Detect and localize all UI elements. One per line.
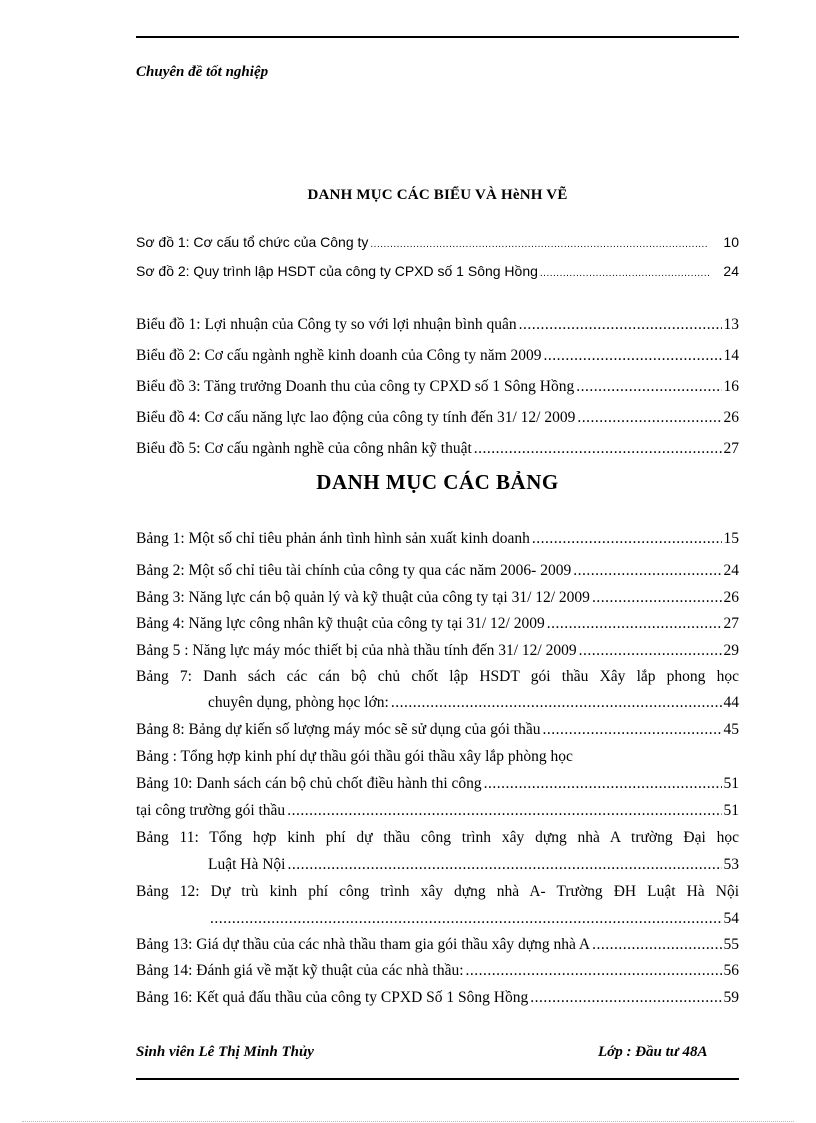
toc-entry-page: 51 <box>723 775 739 792</box>
toc-entry-label: Biểu đồ 1: Lợi nhuận của Công ty so với lợi nhuận bình quân <box>136 316 517 333</box>
toc-entry-page: 44 <box>723 694 739 711</box>
toc-entry-label: Bảng 7: Danh sách các cán bộ chủ chốt lập HSDT gói thầu Xây lắp phong học <box>136 668 739 685</box>
dot-leader <box>466 961 722 981</box>
toc-entry-label: Biểu đồ 2: Cơ cấu ngành nghề kinh doanh của Công ty năm 2009 <box>136 347 542 364</box>
toc-entry-page: 24 <box>723 562 739 579</box>
toc-entry-page: 14 <box>723 347 739 364</box>
toc-entry-label: Bảng 11: Tổng hợp kinh phí dự thầu công trình xây dựng nhà A trường Đại học <box>136 829 739 846</box>
toc-entry-page: 10 <box>723 234 739 250</box>
toc-entry[interactable] <box>136 747 739 767</box>
toc-entry-page: 13 <box>723 316 739 333</box>
toc-entry[interactable] <box>136 408 739 428</box>
dot-leader <box>391 693 722 713</box>
toc-entry[interactable] <box>136 667 739 713</box>
toc-entry[interactable] <box>136 377 739 397</box>
running-title: Chuyên đề tốt nghiệp <box>136 64 269 80</box>
toc-entry[interactable] <box>136 935 739 955</box>
toc-entry-label: Bảng 14: Đánh giá về mặt kỹ thuật của các nhà thầu: <box>136 962 464 979</box>
page-edge <box>22 1121 794 1122</box>
dot-leader <box>287 801 721 821</box>
toc-entry-label: Biểu đồ 4: Cơ cấu năng lực lao động của công ty tính đến 31/ 12/ 2009 <box>136 409 576 426</box>
dot-leader <box>370 235 709 255</box>
toc-entry[interactable] <box>136 315 739 335</box>
dot-leader <box>287 855 721 875</box>
toc-entry-label: Bảng 5 : Năng lực máy móc thiết bị của nhà thầu tính đến 31/ 12/ 2009 <box>136 642 577 659</box>
dot-leader <box>542 720 721 740</box>
footer-rule <box>136 1078 739 1080</box>
toc-entry-label-cont: Luật Hà Nội <box>208 856 286 873</box>
dot-leader <box>530 988 721 1008</box>
footer-student: Sinh viên Lê Thị Minh Thủy <box>136 1044 314 1060</box>
toc-entry-label: Bảng 8: Bảng dự kiến số lượng máy móc sẽ sử dụng của gói thầu <box>136 721 541 738</box>
toc-entry[interactable] <box>136 828 739 875</box>
dot-leader <box>474 439 722 459</box>
toc-entry-label: Bảng 3: Năng lực cán bộ quản lý và kỹ thuật của công ty tại 31/ 12/ 2009 <box>136 589 590 606</box>
tables-list-title: DANH MỤC CÁC BẢNG <box>316 470 559 494</box>
dot-leader <box>573 561 721 581</box>
toc-entry-page: 15 <box>723 530 739 547</box>
toc-entry-page: 59 <box>723 989 739 1006</box>
toc-entry[interactable] <box>136 529 739 549</box>
dot-leader <box>592 935 721 955</box>
toc-entry[interactable] <box>136 961 739 981</box>
dot-leader <box>540 264 709 284</box>
toc-entry[interactable] <box>136 588 739 608</box>
toc-entry[interactable] <box>136 614 739 634</box>
toc-entry-page: 26 <box>723 409 739 426</box>
dot-leader <box>519 315 722 335</box>
figures-list-title: DANH MỤC CÁC BIỂU VÀ HèNH VẼ <box>307 187 568 203</box>
toc-entry-page: 29 <box>723 642 739 659</box>
toc-entry[interactable] <box>136 988 739 1008</box>
dot-leader <box>484 774 722 794</box>
toc-entry-page: 26 <box>723 589 739 606</box>
toc-entry-label: tại công trường gói thầu <box>136 802 286 819</box>
toc-entry[interactable] <box>136 801 739 821</box>
footer-class: Lớp : Đầu tư 48A <box>598 1044 708 1060</box>
dot-leader <box>592 588 722 608</box>
toc-entry-label: Bảng 12: Dự trù kinh phí công trình xây dựng nhà A- Trường ĐH Luật Hà Nội <box>136 883 739 900</box>
toc-entry-label: Bảng 10: Danh sách cán bộ chủ chốt điều hành thi công <box>136 775 482 792</box>
toc-entry-page: 16 <box>723 378 739 395</box>
toc-entry-page: 51 <box>723 802 739 819</box>
toc-entry[interactable] <box>136 439 739 459</box>
header-rule <box>136 36 739 38</box>
toc-entry-page: 56 <box>723 962 739 979</box>
dot-leader <box>532 529 722 549</box>
toc-entry-page: 27 <box>723 615 739 632</box>
toc-entry[interactable] <box>136 346 739 366</box>
toc-entry-page: 54 <box>723 910 739 927</box>
dot-leader <box>547 614 722 634</box>
toc-entry[interactable] <box>136 720 739 740</box>
toc-entry-page: 55 <box>723 936 739 953</box>
toc-entry-page: 45 <box>723 721 739 738</box>
toc-entry-page: 53 <box>723 856 739 873</box>
toc-entry-label: Bảng 2: Một số chỉ tiêu tài chính của công ty qua các năm 2006- 2009 <box>136 562 572 579</box>
toc-entry-label: Bảng : Tổng hợp kinh phí dự thầu gói thầu gói thầu xây lắp phòng học <box>136 748 573 765</box>
toc-entry-label: Biểu đồ 3: Tăng trưởng Doanh thu của công ty CPXD số 1 Sông Hồng <box>136 378 575 395</box>
dot-leader <box>544 346 722 366</box>
toc-entry-label: Sơ đồ 1: Cơ cấu tổ chức của Công ty <box>136 234 369 250</box>
toc-entry-label: Sơ đồ 2: Quy trình lập HSDT của công ty CPXD số 1 Sông Hồng <box>136 263 538 279</box>
toc-entry-page: 24 <box>723 263 739 279</box>
dot-leader <box>210 909 722 929</box>
toc-entry-label: Bảng 1: Một số chỉ tiêu phản ánh tình hình sản xuất kinh doanh <box>136 530 530 547</box>
toc-entry[interactable] <box>136 882 739 929</box>
toc-entry-label: Bảng 13: Giá dự thầu của các nhà thầu tham gia gói thầu xây dựng nhà A <box>136 936 591 953</box>
dot-leader <box>576 377 721 397</box>
dot-leader <box>577 408 721 428</box>
toc-entry-label: Bảng 4: Năng lực công nhân kỹ thuật của công ty tại 31/ 12/ 2009 <box>136 615 545 632</box>
dot-leader <box>579 641 722 661</box>
toc-entry[interactable] <box>136 232 739 255</box>
toc-entry-label: Biểu đồ 5: Cơ cấu ngành nghề của công nhân kỹ thuật <box>136 440 472 457</box>
toc-entry[interactable] <box>136 261 739 284</box>
toc-entry-label: Bảng 16: Kết quả đấu thầu của công ty CPXD Số 1 Sông Hồng <box>136 989 529 1006</box>
toc-entry-page: 27 <box>723 440 739 457</box>
toc-entry[interactable] <box>136 641 739 661</box>
toc-entry-label-cont: chuyên dụng, phòng học lớn: <box>208 694 389 711</box>
toc-entry[interactable] <box>136 774 739 794</box>
toc-entry[interactable] <box>136 561 739 581</box>
